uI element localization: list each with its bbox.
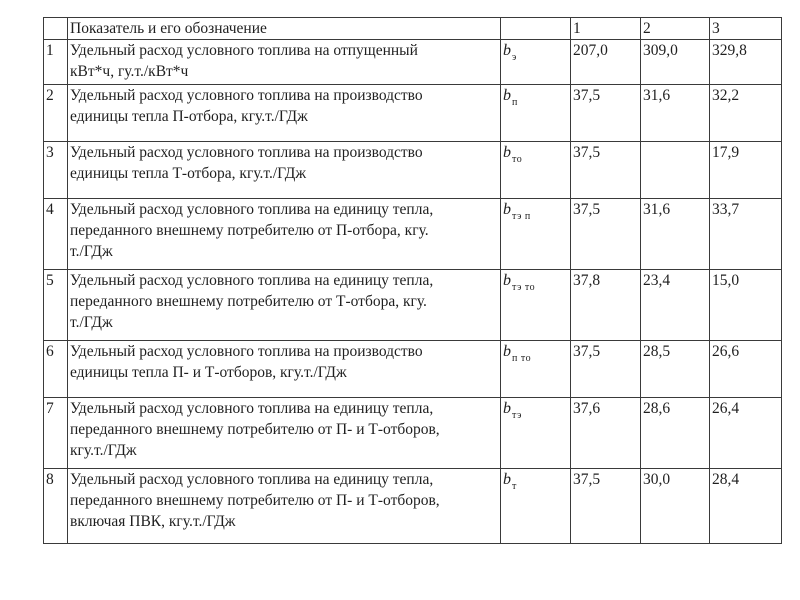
symbol-subscript: то <box>512 154 523 165</box>
table-row <box>44 469 782 544</box>
row-num-cell: 2 <box>44 85 68 142</box>
row-name-line: включая ПВК, кгу.т./ГДж <box>70 513 236 530</box>
symbol-subscript: тэ <box>512 410 522 421</box>
row-num-cell: 1 <box>44 40 68 85</box>
row-symbol-cell <box>501 142 571 199</box>
row-value-3: 28,4 <box>710 469 782 544</box>
row-num-cell: 3 <box>44 142 68 199</box>
row-name-line: Удельный расход условного топлива на отпущенный <box>70 42 418 59</box>
indicators-table <box>43 17 782 544</box>
row-symbol-cell <box>501 199 571 270</box>
row-name-line: Удельный расход условного топлива на единицу тепла, <box>70 272 434 289</box>
symbol-letter: b <box>503 400 511 417</box>
table-row <box>44 40 782 85</box>
row-num-cell: 4 <box>44 199 68 270</box>
row-name-cell <box>68 40 501 85</box>
symbol-subscript: тэ п <box>512 211 531 222</box>
row-value-3: 17,9 <box>710 142 782 199</box>
row-value-1: 207,0 <box>571 40 641 85</box>
row-value-1: 37,5 <box>571 341 641 398</box>
row-value-1: 37,5 <box>571 142 641 199</box>
row-symbol-cell <box>501 398 571 469</box>
row-value-2: 23,4 <box>641 270 710 341</box>
row-num-cell: 7 <box>44 398 68 469</box>
row-name-line: единицы тепла П- и Т-отборов, кгу.т./ГДж <box>70 364 347 381</box>
row-value-2: 28,5 <box>641 341 710 398</box>
row-value-3: 33,7 <box>710 199 782 270</box>
header-col3-cell: 3 <box>710 18 782 40</box>
header-num-cell <box>44 18 68 40</box>
row-value-1: 37,8 <box>571 270 641 341</box>
row-name-line: единицы тепла П-отбора, кгу.т./ГДж <box>70 108 308 125</box>
symbol-subscript: п <box>512 97 518 108</box>
row-value-2: 30,0 <box>641 469 710 544</box>
row-value-1: 37,5 <box>571 199 641 270</box>
row-symbol-cell <box>501 469 571 544</box>
row-name-line: Удельный расход условного топлива на производство <box>70 144 423 161</box>
symbol-subscript: т <box>512 481 517 492</box>
header-col2-cell: 2 <box>641 18 710 40</box>
row-name-line: переданного внешнему потребителю от П- и Т-отборов, <box>70 421 440 438</box>
row-name-line: Удельный расход условного топлива на единицу тепла, <box>70 471 434 488</box>
row-name-line: единицы тепла Т-отбора, кгу.т./ГДж <box>70 165 307 182</box>
header-symbol-cell <box>501 18 571 40</box>
symbol-subscript: п то <box>512 353 532 364</box>
row-name-cell <box>68 85 501 142</box>
symbol-letter: b <box>503 87 511 104</box>
row-name-line: кгу.т./ГДж <box>70 442 137 459</box>
row-num-cell: 8 <box>44 469 68 544</box>
row-name-line: т./ГДж <box>70 314 113 331</box>
row-name-cell <box>68 199 501 270</box>
row-value-3: 15,0 <box>710 270 782 341</box>
row-value-1: 37,6 <box>571 398 641 469</box>
row-value-1: 37,5 <box>571 85 641 142</box>
row-value-2: 28,6 <box>641 398 710 469</box>
row-value-1: 37,5 <box>571 469 641 544</box>
row-name-cell <box>68 142 501 199</box>
row-name-cell <box>68 270 501 341</box>
table-row <box>44 270 782 341</box>
row-name-line: Удельный расход условного топлива на производство <box>70 343 423 360</box>
row-name-line: переданного внешнему потребителю от П-отбора, кгу. <box>70 222 429 239</box>
row-value-3: 32,2 <box>710 85 782 142</box>
row-name-line: кВт*ч, гу.т./кВт*ч <box>70 63 189 80</box>
table-row <box>44 199 782 270</box>
row-num-cell: 5 <box>44 270 68 341</box>
row-symbol-cell <box>501 270 571 341</box>
row-name-line: Удельный расход условного топлива на производство <box>70 87 423 104</box>
symbol-letter: b <box>503 42 511 59</box>
row-value-3: 329,8 <box>710 40 782 85</box>
row-value-3: 26,4 <box>710 398 782 469</box>
row-name-cell <box>68 398 501 469</box>
row-symbol-cell <box>501 85 571 142</box>
table-row <box>44 341 782 398</box>
symbol-letter: b <box>503 471 511 488</box>
table-row <box>44 398 782 469</box>
row-name-cell <box>68 469 501 544</box>
row-value-2: 309,0 <box>641 40 710 85</box>
row-value-2: 31,6 <box>641 85 710 142</box>
symbol-letter: b <box>503 343 511 360</box>
header-col1-cell: 1 <box>571 18 641 40</box>
row-name-line: переданного внешнему потребителю от Т-отбора, кгу. <box>70 293 427 310</box>
row-name-cell <box>68 341 501 398</box>
symbol-letter: b <box>503 201 511 218</box>
row-symbol-cell <box>501 341 571 398</box>
row-value-2 <box>641 142 710 199</box>
symbol-letter: b <box>503 272 511 289</box>
row-value-2: 31,6 <box>641 199 710 270</box>
header-name-cell: Показатель и его обозначение <box>68 18 501 40</box>
row-name-line: переданного внешнему потребителю от П- и Т-отборов, <box>70 492 440 509</box>
table-row <box>44 142 782 199</box>
symbol-letter: b <box>503 144 511 161</box>
row-value-3: 26,6 <box>710 341 782 398</box>
table-row <box>44 85 782 142</box>
row-name-line: т./ГДж <box>70 243 113 260</box>
row-name-line: Удельный расход условного топлива на единицу тепла, <box>70 400 434 417</box>
row-name-line: Удельный расход условного топлива на единицу тепла, <box>70 201 434 218</box>
symbol-subscript: тэ то <box>512 282 536 293</box>
row-symbol-cell <box>501 40 571 85</box>
symbol-subscript: э <box>512 52 517 63</box>
table-header-row <box>44 18 782 40</box>
row-num-cell: 6 <box>44 341 68 398</box>
